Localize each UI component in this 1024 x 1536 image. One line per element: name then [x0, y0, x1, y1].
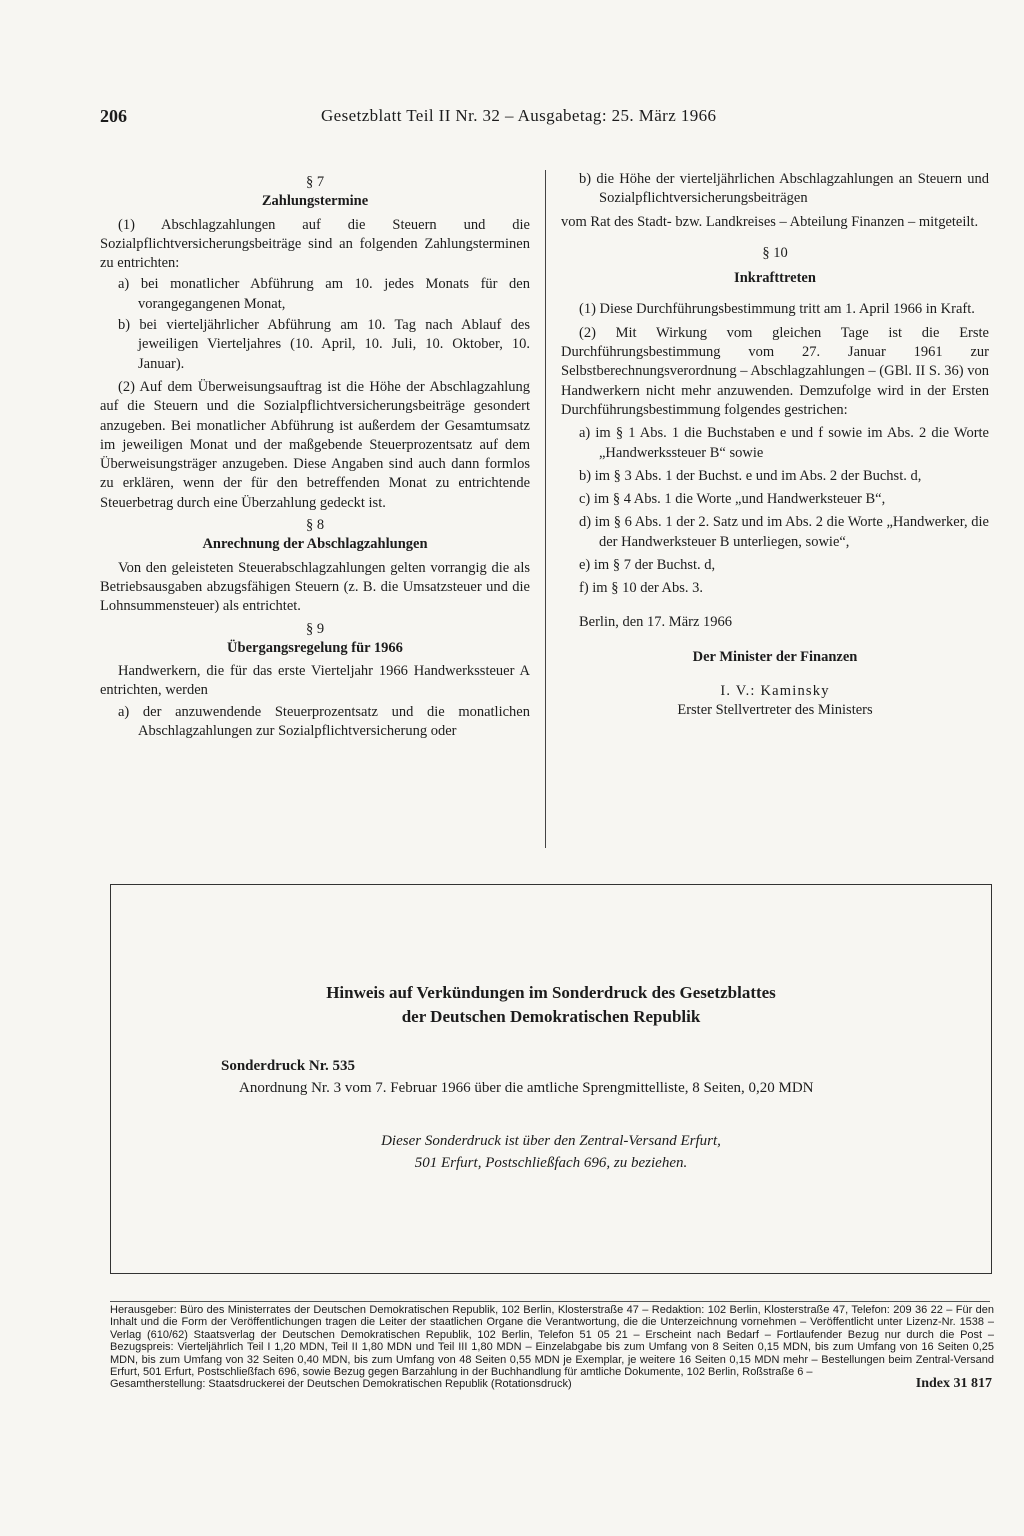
page-number: 206 [100, 106, 127, 126]
sonderdruck-label: Sonderdruck Nr. 535 [221, 1058, 356, 1074]
section-10-number: § 10 [762, 244, 788, 261]
section-8-paragraph: Von den geleisteten Steuerabschlagzahlungen gelten vorrangig die als Betriebsausgaben abzugsfähigen Steuern (z. B. die Umsatzsteuer und die Lohnsummensteuer) als entrichtet. [100, 559, 530, 615]
page-header [100, 106, 880, 130]
section-7-paragraph-2: (2) Auf dem Überweisungsauftrag ist die Höhe der Abschlagzahlung auf die Steuern und die Sozialpflichtversicherungsbeiträge gesondert anzugeben. Bei monatlicher Abführung ist außerdem der Gesamtumsatz im jeweiligen Monat und der maßgebende Steuerprozentsatz auf dem Überweisungsträger anzugeben. Diese Angaben sind auch dann formlos zu erklären, wenn der für den betreffenden Monat zu entrichtende Steuerbetrag durch eine Überzahlung gedeckt ist. [100, 378, 530, 511]
section-9-title: Übergangsregelung für 1966 [227, 639, 403, 656]
imprint-text: Herausgeber: Büro des Ministerrates der Deutschen Demokratischen Republik, 102 Berlin, Klosterstraße 47 – Redaktion: 102 Berlin, Klosterstraße 47, Telefon: 209 36 22 – Für den Inhalt und die Form der Veröffentlichungen tragen die Leiter der staatlichen Organe die Verantwortung, die die Unterzeichnung vornehmen – Veröffentlicht unter Lizenz-Nr. 1538 – Verlag (610/62) Staatsverlag der Deutschen Demokratischen Republik, 102 Berlin, Telefon 51 05 21 – Erscheint nach Bedarf – Fortlaufender Bezug nur durch die Post – Bezugspreis: Vierteljährlich Teil I 1,20 MDN, Teil II 1,80 MDN und Teil III 1,80 MDN – Einzelabgabe bis zum Umfang von 8 Seiten 0,15 MDN, bis zum Umfang von 16 Seiten 0,25 MDN, bis zum Umfang von 32 Seiten 0,40 MDN, bis zum Umfang von 48 Seiten 0,55 MDN je Exemplar, je weitere 16 Seiten 0,15 MDN mehr – Bestellungen beim Zentral-Versand Erfurt, 501 Erfurt, Postschließfach 696, sowie Bezug gegen Barzahlung in der Buchhandlung für amtliche Dokumente, 102 Berlin, Roßstraße 6 – [110, 1304, 994, 1379]
ordering-note-line-1: Dieser Sonderdruck ist über den Zentral-Versand Erfurt, [381, 1133, 721, 1149]
struck-item: b) im § 3 Abs. 1 der Buchst. e und im Abs. 2 der Buchst. d, [579, 467, 922, 484]
section-7-item-a: a) bei monatlicher Abführung am 10. jedes Monats für den vorangegangenen Monat, [118, 276, 530, 312]
struck-item: c) im § 4 Abs. 1 die Worte „und Handwerksteuer B“, [579, 491, 886, 508]
section-9-number: § 9 [305, 620, 325, 637]
struck-item: e) im § 7 der Buchst. d, [579, 557, 716, 574]
right-column [561, 168, 989, 720]
gazette-header-title: Gesetzblatt Teil II Nr. 32 – Ausgabetag: 25. März 1966 [321, 106, 717, 125]
struck-item: a) im § 1 Abs. 1 die Buchstaben e und f sowie im Abs. 2 die Worte „Handwerkssteuer B“ sowie [579, 425, 989, 461]
section-7-item-b: b) bei vierteljährlicher Abführung am 10. Tag nach Ablauf des jeweiligen Vierteljahres (10. April, 10. Juli, 10. Oktober, 10. Januar). [118, 317, 530, 372]
sonderdruck-description: Anordnung Nr. 3 vom 7. Februar 1966 über die amtliche Sprengmittelliste, 8 Seiten, 0,20 MDN [239, 1080, 814, 1096]
notice-title-line-2: der Deutschen Demokratischen Republik [401, 1007, 701, 1026]
signatory-role: Erster Stellvertreter des Ministers [677, 702, 873, 719]
section-10-paragraph-1: (1) Diese Durchführungsbestimmung tritt am 1. April 1966 in Kraft. [579, 301, 975, 318]
ordering-note-line-2: 501 Erfurt, Postschließfach 696, zu beziehen. [414, 1155, 688, 1171]
sonderdruck-notice-box [110, 884, 992, 1274]
notice-title [111, 981, 991, 1029]
struck-item: d) im § 6 Abs. 1 der 2. Satz und im Abs. 2 die Worte „Handwerker, die der Handwerksteuer B unterliegen, sowie“, [579, 514, 989, 550]
section-9-continuation: vom Rat des Stadt- bzw. Landkreises – Abteilung Finanzen – mitgeteilt. [561, 213, 979, 230]
imprint-divider [110, 1301, 990, 1302]
section-8-number: § 8 [305, 517, 325, 534]
signatory-name: I. V.: Kaminsky [720, 682, 830, 699]
notice-title-line-1: Hinweis auf Verkündungen im Sonderdruck des Gesetzblattes [326, 983, 776, 1002]
section-10-paragraph-2: (2) Mit Wirkung vom gleichen Tage ist die Erste Durchführungsbestimmung vom 27. Januar 1961 zur Selbstberechnungsverordnung – Abschlagzahlungen – (GBl. II S. 36) von Handwerkern nicht mehr anzuwenden. Demzufolge wird in der Ersten Durchführungsbestimmung folgendes gestrichen: [561, 324, 989, 418]
section-9-item-b: b) die Höhe der vierteljährlichen Abschlagzahlungen an Steuern und Sozialpflichtversicherungsbeiträgen [579, 171, 989, 207]
section-10-title: Inkrafttreten [734, 270, 816, 287]
place-and-date: Berlin, den 17. März 1966 [579, 613, 733, 630]
section-7-paragraph-1: (1) Abschlagzahlungen auf die Steuern und die Sozialpflichtversicherungsbeiträge sind an folgenden Zahlungsterminen zu entrichten: [100, 216, 530, 272]
section-9-item-a: a) der anzuwendende Steuerprozentsatz und die monatlichen Abschlagzahlungen zur Sozialpflichtversicherung oder [118, 703, 530, 740]
imprint-last-line [110, 1378, 994, 1390]
column-divider [545, 170, 546, 848]
signatory-title: Der Minister der Finanzen [692, 648, 858, 665]
section-9-paragraph: Handwerkern, die für das erste Vierteljahr 1966 Handwerkssteuer A entrichten, werden [100, 663, 530, 699]
imprint-printer: Gesamtherstellung: Staatsdruckerei der Deutschen Demokratischen Republik (Rotationsdruck) [110, 1378, 572, 1391]
left-column [100, 170, 530, 743]
publisher-imprint [110, 1304, 994, 1391]
section-7-title: Zahlungstermine [261, 193, 369, 210]
index-number: Index 31 817 [915, 1376, 992, 1392]
struck-item: f) im § 10 der Abs. 3. [579, 580, 704, 597]
ordering-note [111, 1130, 991, 1174]
section-7-number: § 7 [305, 174, 325, 190]
section-8-title: Anrechnung der Abschlagzahlungen [202, 536, 428, 553]
